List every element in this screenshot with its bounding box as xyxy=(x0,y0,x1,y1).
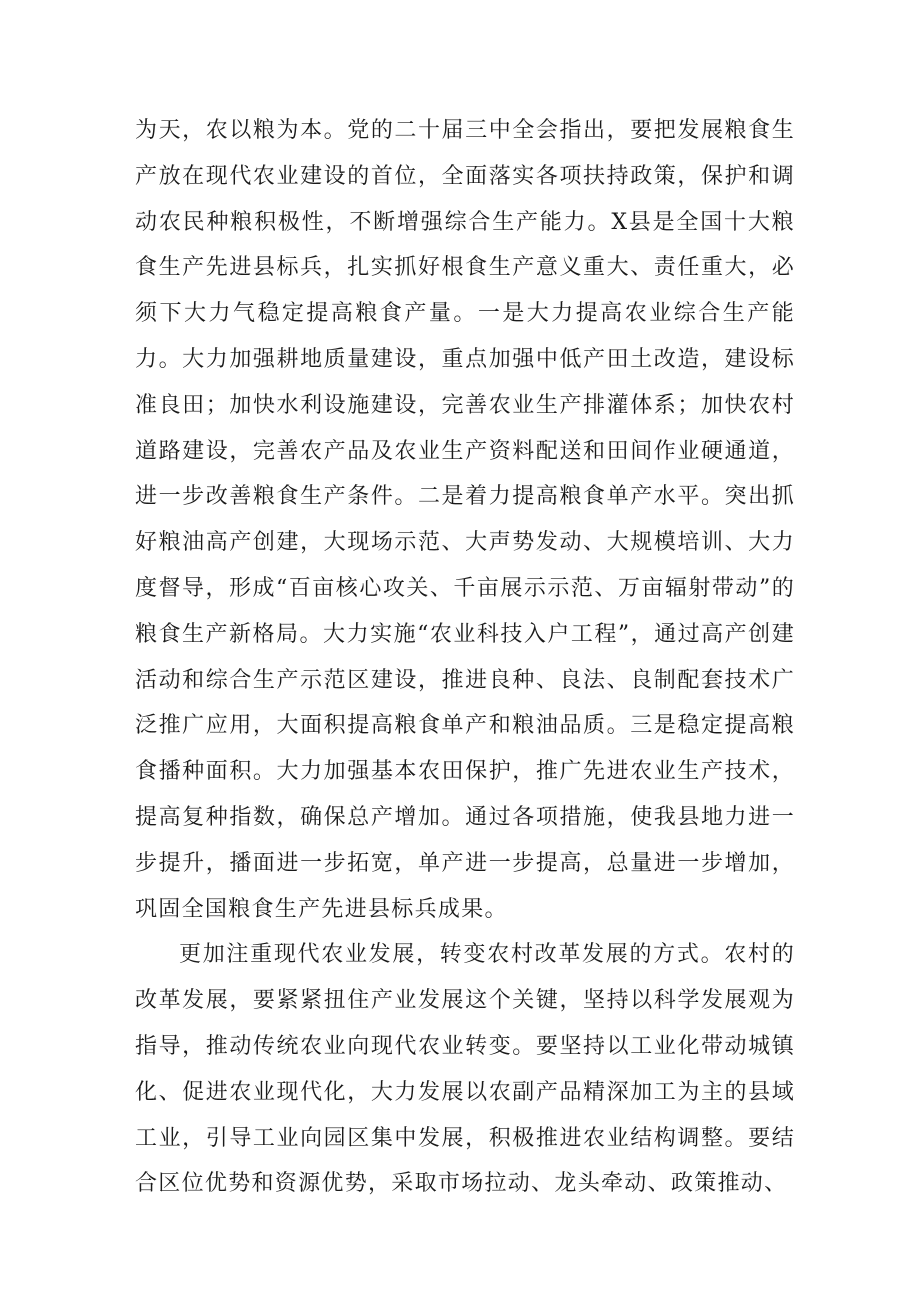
paragraph-modern-agriculture: 更加注重现代农业发展，转变农村改革发展的方式。农村的改革发展，要紧紧扭住产业发展这个关键，坚持以科学发展观为指导，推动传统农业向现代农业转变。要坚持以工业化带动城镇化、促进农业现代化，大力发展以农副产品精深加工为主的县域工业，引导工业向园区集中发展，积极推进农业结构调整。要结合区位优势和资源优势，采取市场拉动、龙头牵动、政策推动、 xyxy=(135,942,795,1197)
paragraph-grain-production: 为天，农以粮为本。党的二十届三中全会指出，要把发展粮食生产放在现代农业建设的首位，全面落实各项扶持政策，保护和调动农民种粮积极性，不断增强综合生产能力。X县是全国十大粮食生产先进县标兵，扎实抓好根食生产意义重大、责任重大，必须下大力气稳定提高粮食产量。一是大力提高农业综合生产能力。大力加强耕地质量建设，重点加强中低产田土改造，建设标准良田；加快水利设施建设，完善农业生产排灌体系；加快农村道路建设，完善农产品及农业生产资料配送和田间作业硬通道，进一步改善粮食生产条件。二是着力提高粮食单产水平。突出抓好粮油高产创建，大现场示范、大声势发动、大规模培训、大力度督导，形成“百亩核心攻关、千亩展示示范、万亩辐射带动”的粮食生产新格局。大力实施“农业科技入户工程”，通过高产创建活动和综合生产示范区建设，推进良种、良法、良制配套技术广泛推广应用，大面积提高粮食单产和粮油品质。三是稳定提高粮食播种面积。大力加强基本农田保护，推广先进农业生产技术，提高复种指数，确保总产增加。通过各项措施，使我县地力进一步提升，播面进一步拓宽，单产进一步提高，总量进一步增加，巩固全国粮食生产先进县标兵成果。 xyxy=(135,118,795,922)
document-body xyxy=(135,108,795,1207)
